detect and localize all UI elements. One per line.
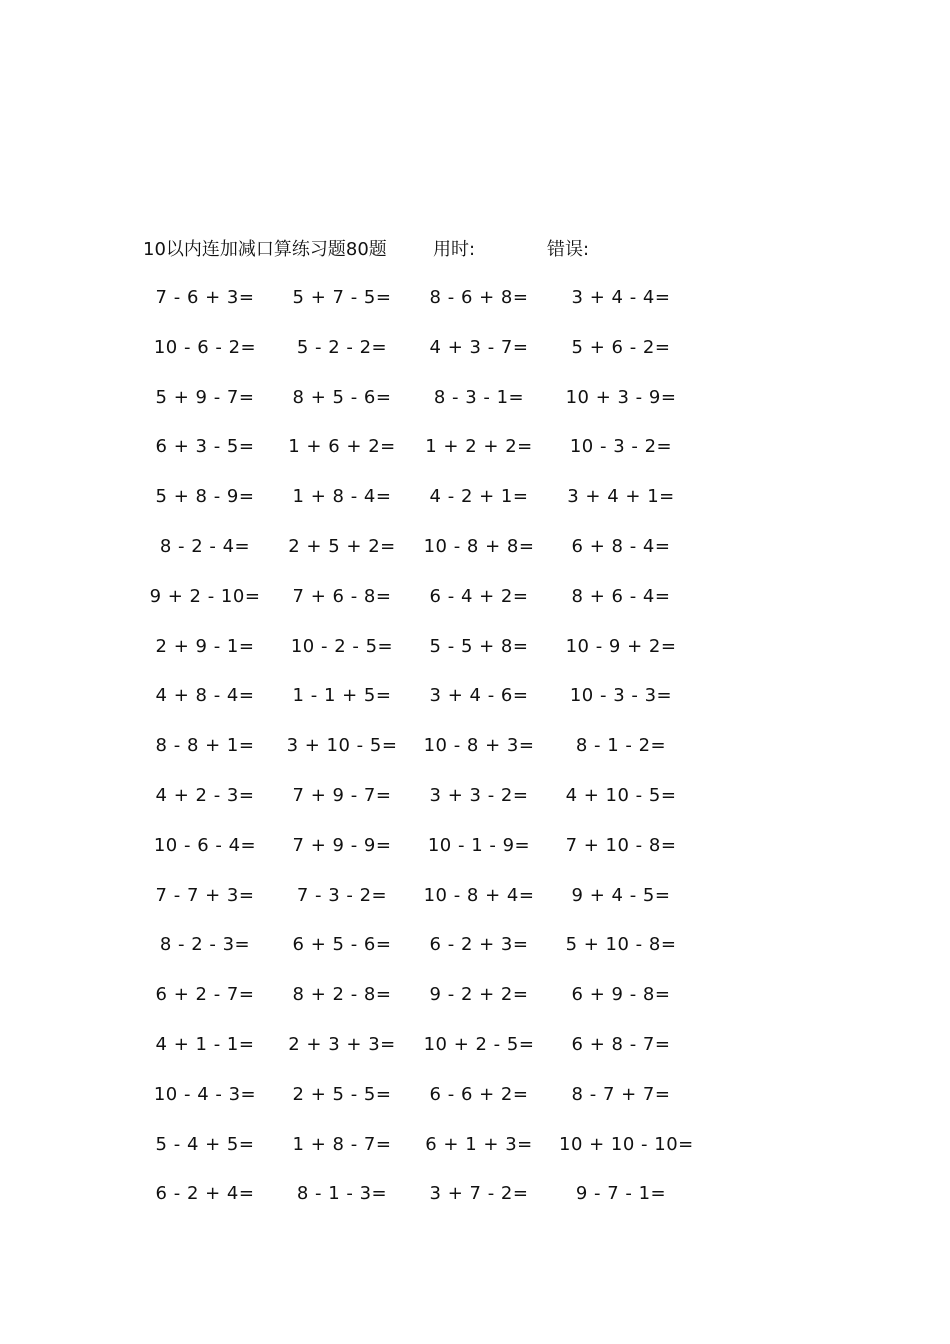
problem-row — [143, 483, 703, 533]
problem-item: 6 - 6 + 2= — [429, 1083, 529, 1105]
problem-item: 7 - 7 + 3= — [155, 884, 255, 906]
problem-item: 9 + 2 - 10= — [149, 585, 261, 607]
problem-item: 6 + 9 - 8= — [571, 984, 671, 1006]
problem-item: 4 + 10 - 5= — [565, 784, 677, 806]
problem-item: 1 + 8 - 4= — [292, 486, 392, 508]
problem-item: 6 - 2 + 4= — [155, 1183, 255, 1205]
problem-item: 2 + 3 + 3= — [288, 1033, 396, 1055]
problem-item: 8 - 8 + 1= — [155, 735, 255, 757]
problem-item: 6 + 5 - 6= — [292, 934, 392, 956]
problem-item: 6 + 8 - 7= — [571, 1033, 671, 1055]
problem-item: 3 + 4 - 6= — [429, 685, 529, 707]
problem-row — [143, 284, 703, 334]
problem-item: 10 - 2 - 5= — [290, 635, 394, 657]
problem-item: 5 + 7 - 5= — [292, 287, 392, 308]
problem-item: 10 - 3 - 2= — [569, 436, 673, 458]
problem-item: 9 - 7 - 1= — [575, 1183, 667, 1205]
problem-item: 10 - 4 - 3= — [153, 1083, 257, 1105]
problem-item: 3 + 3 - 2= — [429, 784, 529, 806]
problem-item: 7 + 9 - 9= — [292, 834, 392, 856]
problem-item: 1 + 8 - 7= — [292, 1133, 392, 1155]
problem-item: 6 - 4 + 2= — [429, 585, 529, 607]
problem-item: 8 - 2 - 4= — [159, 535, 251, 557]
problem-item: 8 + 5 - 6= — [292, 386, 392, 408]
error-label: 错误: — [547, 239, 590, 260]
problem-row — [143, 832, 703, 882]
problem-row — [143, 782, 703, 832]
problem-item: 10 - 1 - 9= — [427, 834, 531, 856]
problem-item: 6 + 3 - 5= — [155, 436, 255, 458]
problem-item: 1 - 1 + 5= — [292, 685, 392, 707]
problem-item: 6 + 1 + 3= — [425, 1133, 533, 1155]
problem-item: 8 - 7 + 7= — [571, 1083, 671, 1105]
problem-item: 1 + 6 + 2= — [288, 436, 396, 458]
problem-item: 10 - 3 - 3= — [569, 685, 673, 707]
problem-item: 8 - 3 - 1= — [433, 386, 525, 408]
problem-item: 3 + 4 - 4= — [571, 287, 671, 308]
problem-item: 3 + 10 - 5= — [286, 735, 398, 757]
problem-item: 2 + 5 - 5= — [292, 1083, 392, 1105]
problem-item: 5 - 2 - 2= — [296, 336, 388, 358]
problem-row — [143, 1081, 703, 1131]
problem-item: 10 - 8 + 3= — [423, 735, 535, 757]
problem-item: 6 + 8 - 4= — [571, 535, 671, 557]
problem-item: 3 + 7 - 2= — [429, 1183, 529, 1205]
problem-item: 5 + 8 - 9= — [155, 486, 255, 508]
problem-row — [143, 533, 703, 583]
problem-item: 4 - 2 + 1= — [429, 486, 529, 508]
problem-item: 9 + 4 - 5= — [571, 884, 671, 906]
problem-item: 10 - 6 - 2= — [153, 336, 257, 358]
problem-item: 8 - 1 - 3= — [296, 1183, 388, 1205]
worksheet-header — [143, 236, 843, 264]
problem-item: 5 + 10 - 8= — [565, 934, 677, 956]
problem-item: 7 - 6 + 3= — [155, 287, 255, 308]
problem-item: 10 - 6 - 4= — [153, 834, 257, 856]
problem-row — [143, 334, 703, 384]
problem-item: 4 + 3 - 7= — [429, 336, 529, 358]
problem-item: 9 - 2 + 2= — [429, 984, 529, 1006]
problem-item: 6 - 2 + 3= — [429, 934, 529, 956]
problem-item: 6 + 2 - 7= — [155, 984, 255, 1006]
problem-item: 8 - 1 - 2= — [575, 735, 667, 757]
problem-item: 5 + 9 - 7= — [155, 386, 255, 408]
problem-item: 4 + 1 - 1= — [155, 1033, 255, 1055]
problem-item: 8 + 6 - 4= — [571, 585, 671, 607]
problem-row — [143, 633, 703, 683]
problem-row — [143, 682, 703, 732]
worksheet-title: 10以内连加减口算练习题80题 — [143, 239, 387, 260]
problem-row — [143, 931, 703, 981]
time-label: 用时: — [433, 239, 476, 260]
problem-item: 3 + 4 + 1= — [567, 486, 675, 508]
problem-row — [143, 433, 703, 483]
problem-item: 10 - 8 + 8= — [423, 535, 535, 557]
problem-item: 10 - 8 + 4= — [423, 884, 535, 906]
problem-row — [143, 732, 703, 782]
problem-item: 7 + 10 - 8= — [565, 834, 677, 856]
problem-grid — [143, 284, 703, 1230]
problem-item: 5 - 4 + 5= — [155, 1133, 255, 1155]
problem-item: 5 - 5 + 8= — [429, 635, 529, 657]
problem-item: 5 + 6 - 2= — [571, 336, 671, 358]
problem-row — [143, 1131, 703, 1181]
problem-item: 4 + 8 - 4= — [155, 685, 255, 707]
problem-row — [143, 1031, 703, 1081]
problem-item: 10 + 3 - 9= — [565, 386, 677, 408]
problem-item: 8 - 2 - 3= — [159, 934, 251, 956]
problem-item: 8 + 2 - 8= — [292, 984, 392, 1006]
problem-item: 10 + 10 - 10= — [559, 1133, 694, 1155]
problem-item: 8 - 6 + 8= — [429, 287, 529, 308]
problem-item: 4 + 2 - 3= — [155, 784, 255, 806]
problem-item: 2 + 5 + 2= — [288, 535, 396, 557]
problem-item: 1 + 2 + 2= — [425, 436, 533, 458]
problem-row — [143, 981, 703, 1031]
problem-item: 7 - 3 - 2= — [296, 884, 388, 906]
problem-item: 7 + 9 - 7= — [292, 784, 392, 806]
problem-item: 10 + 2 - 5= — [423, 1033, 535, 1055]
problem-row — [143, 882, 703, 932]
problem-row — [143, 583, 703, 633]
problem-item: 10 - 9 + 2= — [565, 635, 677, 657]
problem-item: 2 + 9 - 1= — [155, 635, 255, 657]
problem-row — [143, 1180, 703, 1230]
problem-row — [143, 384, 703, 434]
problem-item: 7 + 6 - 8= — [292, 585, 392, 607]
